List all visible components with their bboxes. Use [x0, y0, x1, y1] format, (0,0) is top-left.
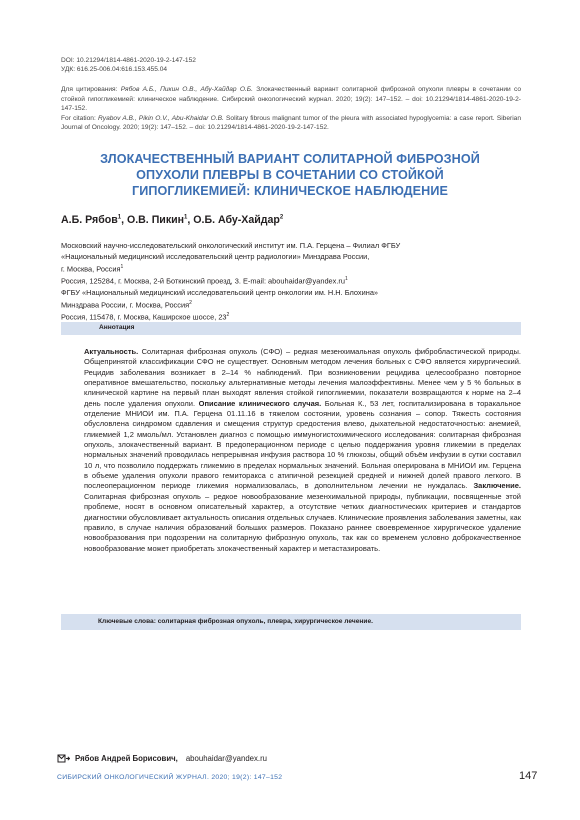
citation-ru-authors: Рябов А.Б., Пикин О.В., Абу-Хайдар О.Б.	[120, 86, 253, 93]
relevance-text: Солитарная фиброзная опухоль (СФО) – редкая мезенхимальная опухоль фибробластической природы. Общепринятой классификации СФО не существует. Основным методом лечения больных с СФО является хирургический. Рецидив заболевания возникает в 2–14 % наблюдений. При возникновении рецидива целесообразно повторное оперативное вмешательство, поскольку альтернативные методы лечения малоэффективны. Менее чем у 5 % больных в клинической картине на первый план выходят явления стойкой гипогликемии, показатели возвращаются к норме на 2–4 день после удаления опухоли.	[84, 347, 521, 408]
conclusion-label: Заключение.	[473, 481, 521, 491]
affiliation-marker: 1	[120, 264, 124, 270]
affiliation-line	[61, 310, 531, 322]
affiliation-line	[61, 298, 531, 310]
article-meta	[61, 56, 196, 74]
author-name: О.В. Пикин	[126, 214, 185, 226]
conclusion-text: Солитарная фиброзная опухоль – редкое новообразование мезенхимальной природы, публикации, посвященные этой проблеме, носят в основном описательный характер, а отсутствие четких диагностических критериев и стандартов диагностики обусловливает актуальность описания отдельных случаев. Клинические проявления заболевания заметны, как правило, в случае наличия образований больших размеров. Показано раннее своевременное хирургическое удаление новообразования при подозрении на солитарную фиброзную опухоль, так как со временем условно доброкачественное новообразование может приобретать злокачественный характер и метастазировать.	[84, 491, 521, 553]
doi-text: DOI: 10.21294/1814-4861-2020-19-2-147-152	[61, 57, 196, 64]
citation-en-label: For citation:	[61, 114, 99, 122]
citation-block	[61, 85, 521, 133]
citation-en	[61, 114, 521, 133]
correspondence	[57, 754, 267, 763]
author-name: О.Б. Абу-Хайдар	[193, 214, 280, 226]
citation-en-authors: Ryabov A.B., Pikin O.V., Abu-Khaidar O.B.	[98, 114, 224, 122]
title-line-3: ГИПОГЛИКЕМИЕЙ: КЛИНИЧЕСКОЕ НАБЛЮДЕНИЕ	[131, 184, 449, 199]
citation-ru-text: Злокачественный вариант солитарной фиброзной опухоли плевры в сочетании со стойкой гипогликемией: клиническое наблюдение. Сибирский онкологический журнал. 2020; 19(2): 147–152. – doi: 10.21294/1814-4861-2020-19-2-147-152.	[61, 86, 521, 113]
udk-text: УДК: 616.25-006.04:616.153.455.04	[61, 66, 168, 73]
author-affil-marker: 1	[117, 214, 122, 221]
case-label: Описание клинического случая.	[198, 398, 322, 408]
abstract-heading-bar	[61, 322, 521, 335]
journal-footer: СИБИРСКИЙ ОНКОЛОГИЧЕСКИЙ ЖУРНАЛ. 2020; 19(2): 147–152	[57, 774, 283, 781]
affiliation-marker: 2	[189, 299, 192, 306]
keywords-bar	[61, 614, 521, 630]
affiliation-marker: 1	[345, 276, 348, 283]
case-text: Больная К., 53 лет, госпитализирована в торакальное отделение МНИОИ им. П.А. Герцена 01.11.16 в тяжелом состоянии, уровень сознания – сопор. Тяжесть состояния обусловлена синдромом сдавления и смещения структур средостения влево, дыхательной недостаточностью: анемией, гликемией 1,2 ммоль/мл. Установлен диагноз с помощью иммуногистохимического исследования: солитарная фиброзная опухоль, злокачественный вариант. В предоперационном периоде с целью поддержания уровня гликемии в пределах нормальных значений проводилась непрерывная инфузия раствора 10 % глюкозы, общий объём инфузии в сутки составил 10 л, что позволило поддержать гликемию в пределах нормальных значений. Больная оперирована в МНИОИ им. Герцена в объеме удаления опухоли правого гемиторакса с атипичной резекцией средней и нижней долей правого легкого. В послеоперационном периоде гликемия нормализовалась, в дополнительном лечении не нуждалась.	[84, 398, 521, 491]
affiliation-text: Россия, 115478, г. Москва, Каширское шоссе, 23	[61, 312, 227, 322]
citation-ru	[61, 85, 521, 114]
affiliation-text: Минздрава России, г. Москва, Россия	[61, 300, 190, 310]
affiliation-line: Московский научно-исследовательский онкологический институт им. П.А. Герцена – Филиал ФГБУ	[61, 241, 401, 250]
article-title	[50, 151, 530, 200]
relevance-label: Актуальность.	[84, 347, 139, 356]
page-number: 147	[519, 770, 538, 782]
author-list: А.Б. Рябов$^1$, О.В. Пикин$^1$, О.Б. Абу-Хайдар$^2$	[61, 214, 284, 226]
affiliations	[61, 240, 531, 323]
author-affil-marker: 1	[184, 214, 188, 221]
contact-name: Рябов Андрей Борисович,	[75, 754, 178, 763]
contact-email[interactable]: abouhaidar@yandex.ru	[185, 754, 268, 763]
author-affil-marker: 2	[279, 214, 284, 221]
title-line-2: ОПУХОЛИ ПЛЕВРЫ В СОЧЕТАНИИ СО СТОЙКОЙ	[136, 168, 444, 183]
affiliation-line	[61, 262, 531, 274]
affiliation-line: ФГБУ «Национальный медицинский исследовательский центр онкологии им. Н.Н. Блохина»	[61, 287, 379, 297]
affiliation-marker: 2	[226, 312, 230, 319]
abstract-heading: Аннотация	[99, 324, 135, 331]
citation-ru-label: Для цитирования:	[61, 86, 121, 93]
affiliation-line: «Национальный медицинский исследовательский центр радиологии» Минздрава России,	[61, 252, 370, 261]
keywords-text: Ключевые слова: солитарная фиброзная опухоль, плевра, хирургическое лечение.	[98, 618, 373, 625]
affiliation-line	[61, 274, 531, 286]
affiliation-text: Россия, 125284, г. Москва, 2-й Боткинский проезд, 3. E-mail: abouhaidar@yandex.ru	[61, 276, 345, 286]
mail-icon	[57, 754, 70, 763]
author-name: А.Б. Рябов	[61, 214, 118, 226]
title-line-1: ЗЛОКАЧЕСТВЕННЫЙ ВАРИАНТ СОЛИТАРНОЙ ФИБРОЗНОЙ	[100, 152, 480, 166]
abstract-body	[84, 347, 521, 554]
citation-en-text: Solitary fibrous malignant tumor of the pleura with associated hypoglycemia: a case report. Siberian Journal of Oncology. 2020; 19(2): 147–152. – doi: 10.21294/1814-4861-2020-19-2-147-152.	[61, 114, 522, 132]
affiliation-text: г. Москва, Россия	[61, 264, 121, 274]
